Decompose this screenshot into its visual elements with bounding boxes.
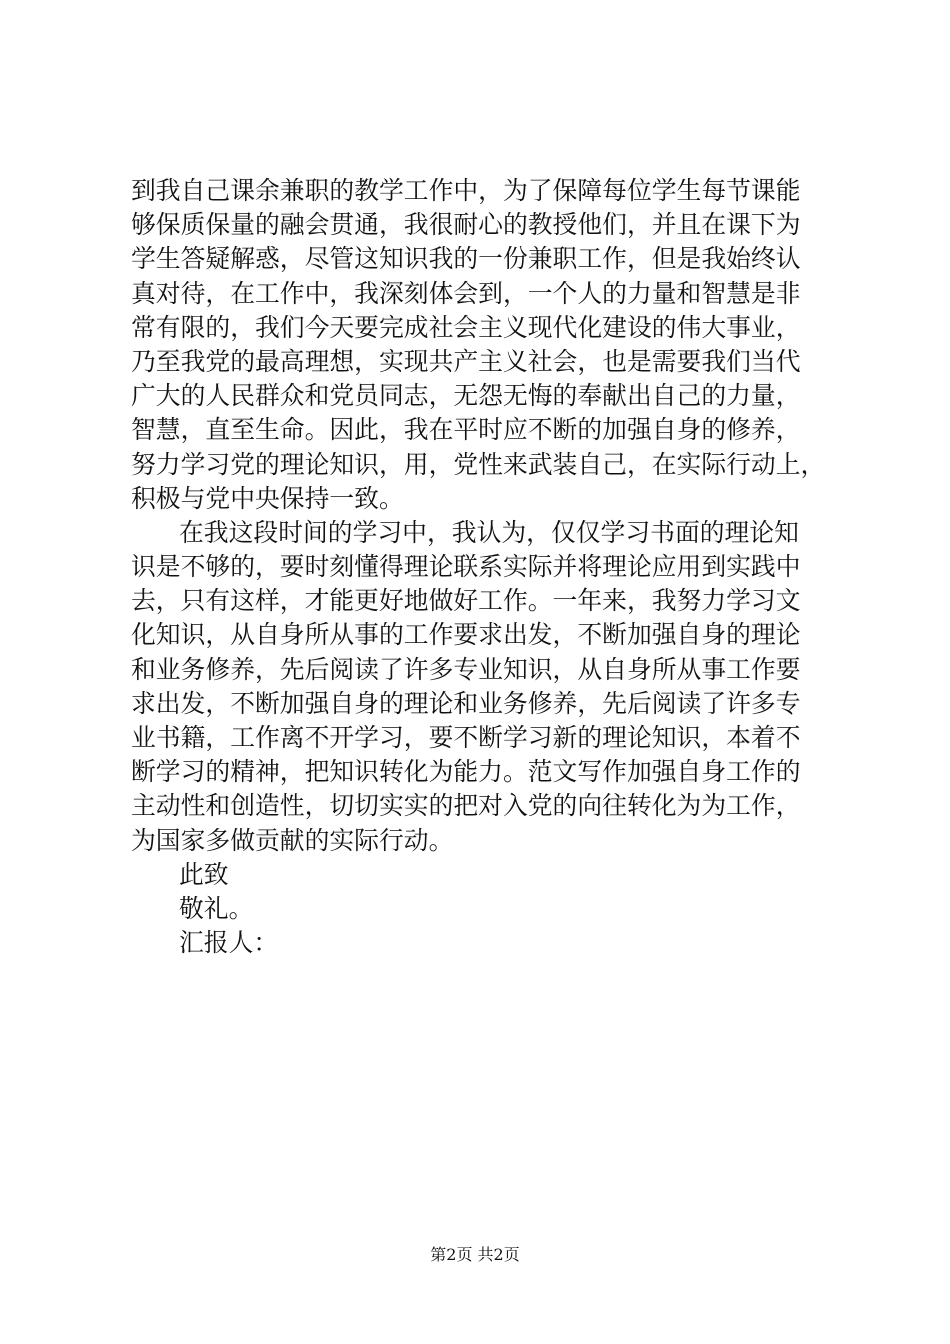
paragraph-2-line: 业书籍，工作离不开学习，要不断学习新的理论知识，本着不 <box>131 723 801 752</box>
paragraph-1-line: 到我自己课余兼职的教学工作中，为了保障每位学生每节课能 <box>131 176 801 205</box>
paragraph-1-line: 广大的人民群众和党员同志，无怨无悔的奉献出自己的力量， <box>131 381 801 411</box>
paragraph-2 <box>131 516 831 858</box>
paragraph-2-line: 在我这段时间的学习中，我认为，仅仅学习书面的理论知 <box>179 517 799 547</box>
paragraph-1-line: 学生答疑解惑，尽管这知识我的一份兼职工作，但是我始终认 <box>131 244 801 274</box>
respect-line: 敬礼。 <box>179 893 254 923</box>
paragraph-2-line: 识是不够的，要时刻懂得理论联系实际并将理论应用到实践中 <box>131 552 801 582</box>
paragraph-2-line: 化知识，从自身所从事的工作要求出发，不断加强自身的理论 <box>131 620 801 650</box>
salutation: 此致 <box>179 859 229 889</box>
paragraph-1-line: 努力学习党的理论知识，用，党性来武装自己，在实际行动上， <box>131 449 826 479</box>
page-footer <box>0 1244 950 1266</box>
paragraph-1-line: 常有限的，我们今天要完成社会主义现代化建设的伟大事业， <box>131 312 801 342</box>
page-number: 第2页 共2页 <box>430 1245 520 1264</box>
paragraph-1-line: 够保质保量的融会贯通，我很耐心的教授他们，并且在课下为 <box>131 210 801 240</box>
document-body <box>131 174 831 960</box>
paragraph-2-line: 断学习的精神，把知识转化为能力。范文写作加强自身工作的 <box>131 757 801 787</box>
paragraph-2-line: 主动性和创造性，切切实实的把对入党的向往转化为为工作， <box>131 791 801 821</box>
paragraph-1 <box>131 174 831 516</box>
paragraph-1-line: 智慧，直至生命。因此，我在平时应不断的加强自身的修养， <box>131 415 801 445</box>
reporter-label: 汇报人： <box>179 928 279 958</box>
paragraph-2-line: 和业务修养，先后阅读了许多专业知识，从自身所从事工作要 <box>131 654 801 684</box>
paragraph-1-line: 积极与党中央保持一致。 <box>131 483 404 513</box>
paragraph-2-line: 求出发，不断加强自身的理论和业务修养，先后阅读了许多专 <box>131 688 801 718</box>
paragraph-1-line: 乃至我党的最高理想，实现共产主义社会，也是需要我们当代 <box>131 346 801 376</box>
paragraph-1-line: 真对待，在工作中，我深刻体会到，一个人的力量和智慧是非 <box>131 278 801 308</box>
paragraph-2-line: 去，只有这样，才能更好地做好工作。一年来，我努力学习文 <box>131 586 801 616</box>
paragraph-2-line: 为国家多做贡献的实际行动。 <box>131 825 454 855</box>
closing-block <box>131 858 831 961</box>
